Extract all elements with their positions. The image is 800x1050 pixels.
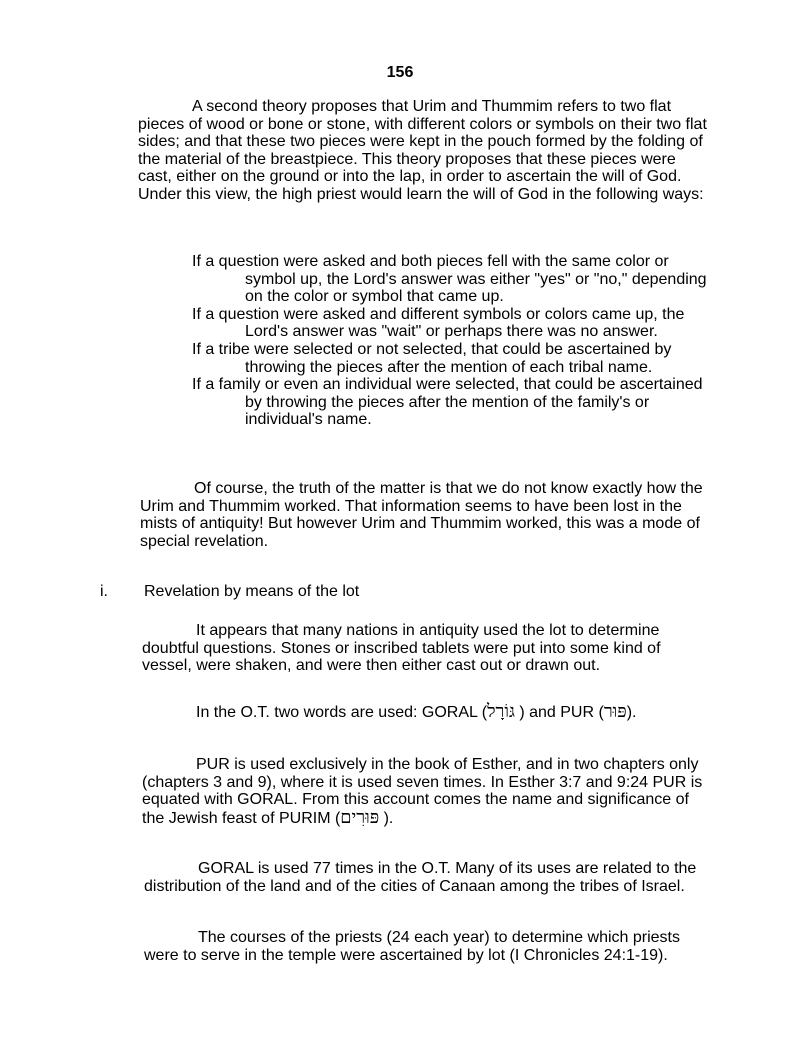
text-segment: ) and PUR (	[514, 704, 604, 721]
lot-paragraph-3	[142, 756, 712, 827]
page-number: 156	[386, 64, 414, 81]
lot-paragraph-1: It appears that many nations in antiquity used the lot to determine doubtful questions. Stones or inscribed tablets were put into some kind of vessel, were shaken, and were then either cast out or drawn out.	[142, 622, 661, 675]
hebrew-word-purim: פּוּרִים	[340, 806, 380, 828]
lot-paragraph-5: The courses of the priests (24 each year) to determine which priests were to serve in the temple were ascertained by lot (I Chronicles 24:1-19).	[144, 929, 680, 964]
list-item: If a tribe were selected or not selected, that could be ascertained by throwing the pieces after the mention of each tribal name.	[192, 340, 672, 376]
list-item: If a family or even an individual were selected, that could be ascertained by throwing the pieces after the mention of the family's or individual's name.	[192, 376, 703, 429]
text-segment: PUR is used exclusively in the book of Esther, and in two chapters only (chapters 3 and 9), where it is used seven times. In Esther 3:7 and 9:24 PUR is equated with GORAL. From this account comes the name and significance of the Jewish feast of PURIM (	[142, 756, 703, 827]
text-segment: In the O.T. two words are used: GORAL (	[196, 704, 488, 721]
text-segment: ).	[626, 704, 637, 721]
ways-list	[192, 253, 712, 429]
text-segment: ).	[379, 809, 394, 827]
lot-paragraph-2	[142, 702, 712, 723]
lot-paragraph-4: GORAL is used 77 times in the O.T. Many of its uses are related to the distribution of the land and of the cities of Canaan among the tribes of Israel.	[144, 860, 697, 895]
section-heading: Revelation by means of the lot	[144, 583, 360, 600]
intro-paragraph: A second theory proposes that Urim and Thummim refers to two flat pieces of wood or bone or stone, with different colors or symbols on their two flat sides; and that these two pieces were kept in the pouch formed by the folding of the material of the breastpiece. This theory proposes that these pieces were cast, either on the ground or into the lap, in order to ascertain the will of God. Under this view, the high priest would learn the will of God in the following ways:	[138, 98, 707, 203]
conclusion-paragraph: Of course, the truth of the matter is that we do not know exactly how the Urim and Thummim worked. That information seems to have been lost in the mists of antiquity! But however Urim and Thummim worked, this was a mode of special revelation.	[140, 480, 703, 550]
section-marker: i.	[100, 583, 108, 600]
list-item: If a question were asked and both pieces fell with the same color or symbol up, the Lord's answer was either "yes" or "no," depending on the color or symbol that came up.	[192, 253, 707, 306]
list-item: If a question were asked and different symbols or colors came up, the Lord's answer was "wait" or perhaps there was no answer.	[192, 305, 685, 341]
hebrew-word-goral: גּוֹרָל	[487, 701, 515, 722]
hebrew-word-pur: פּוּר	[603, 701, 627, 722]
